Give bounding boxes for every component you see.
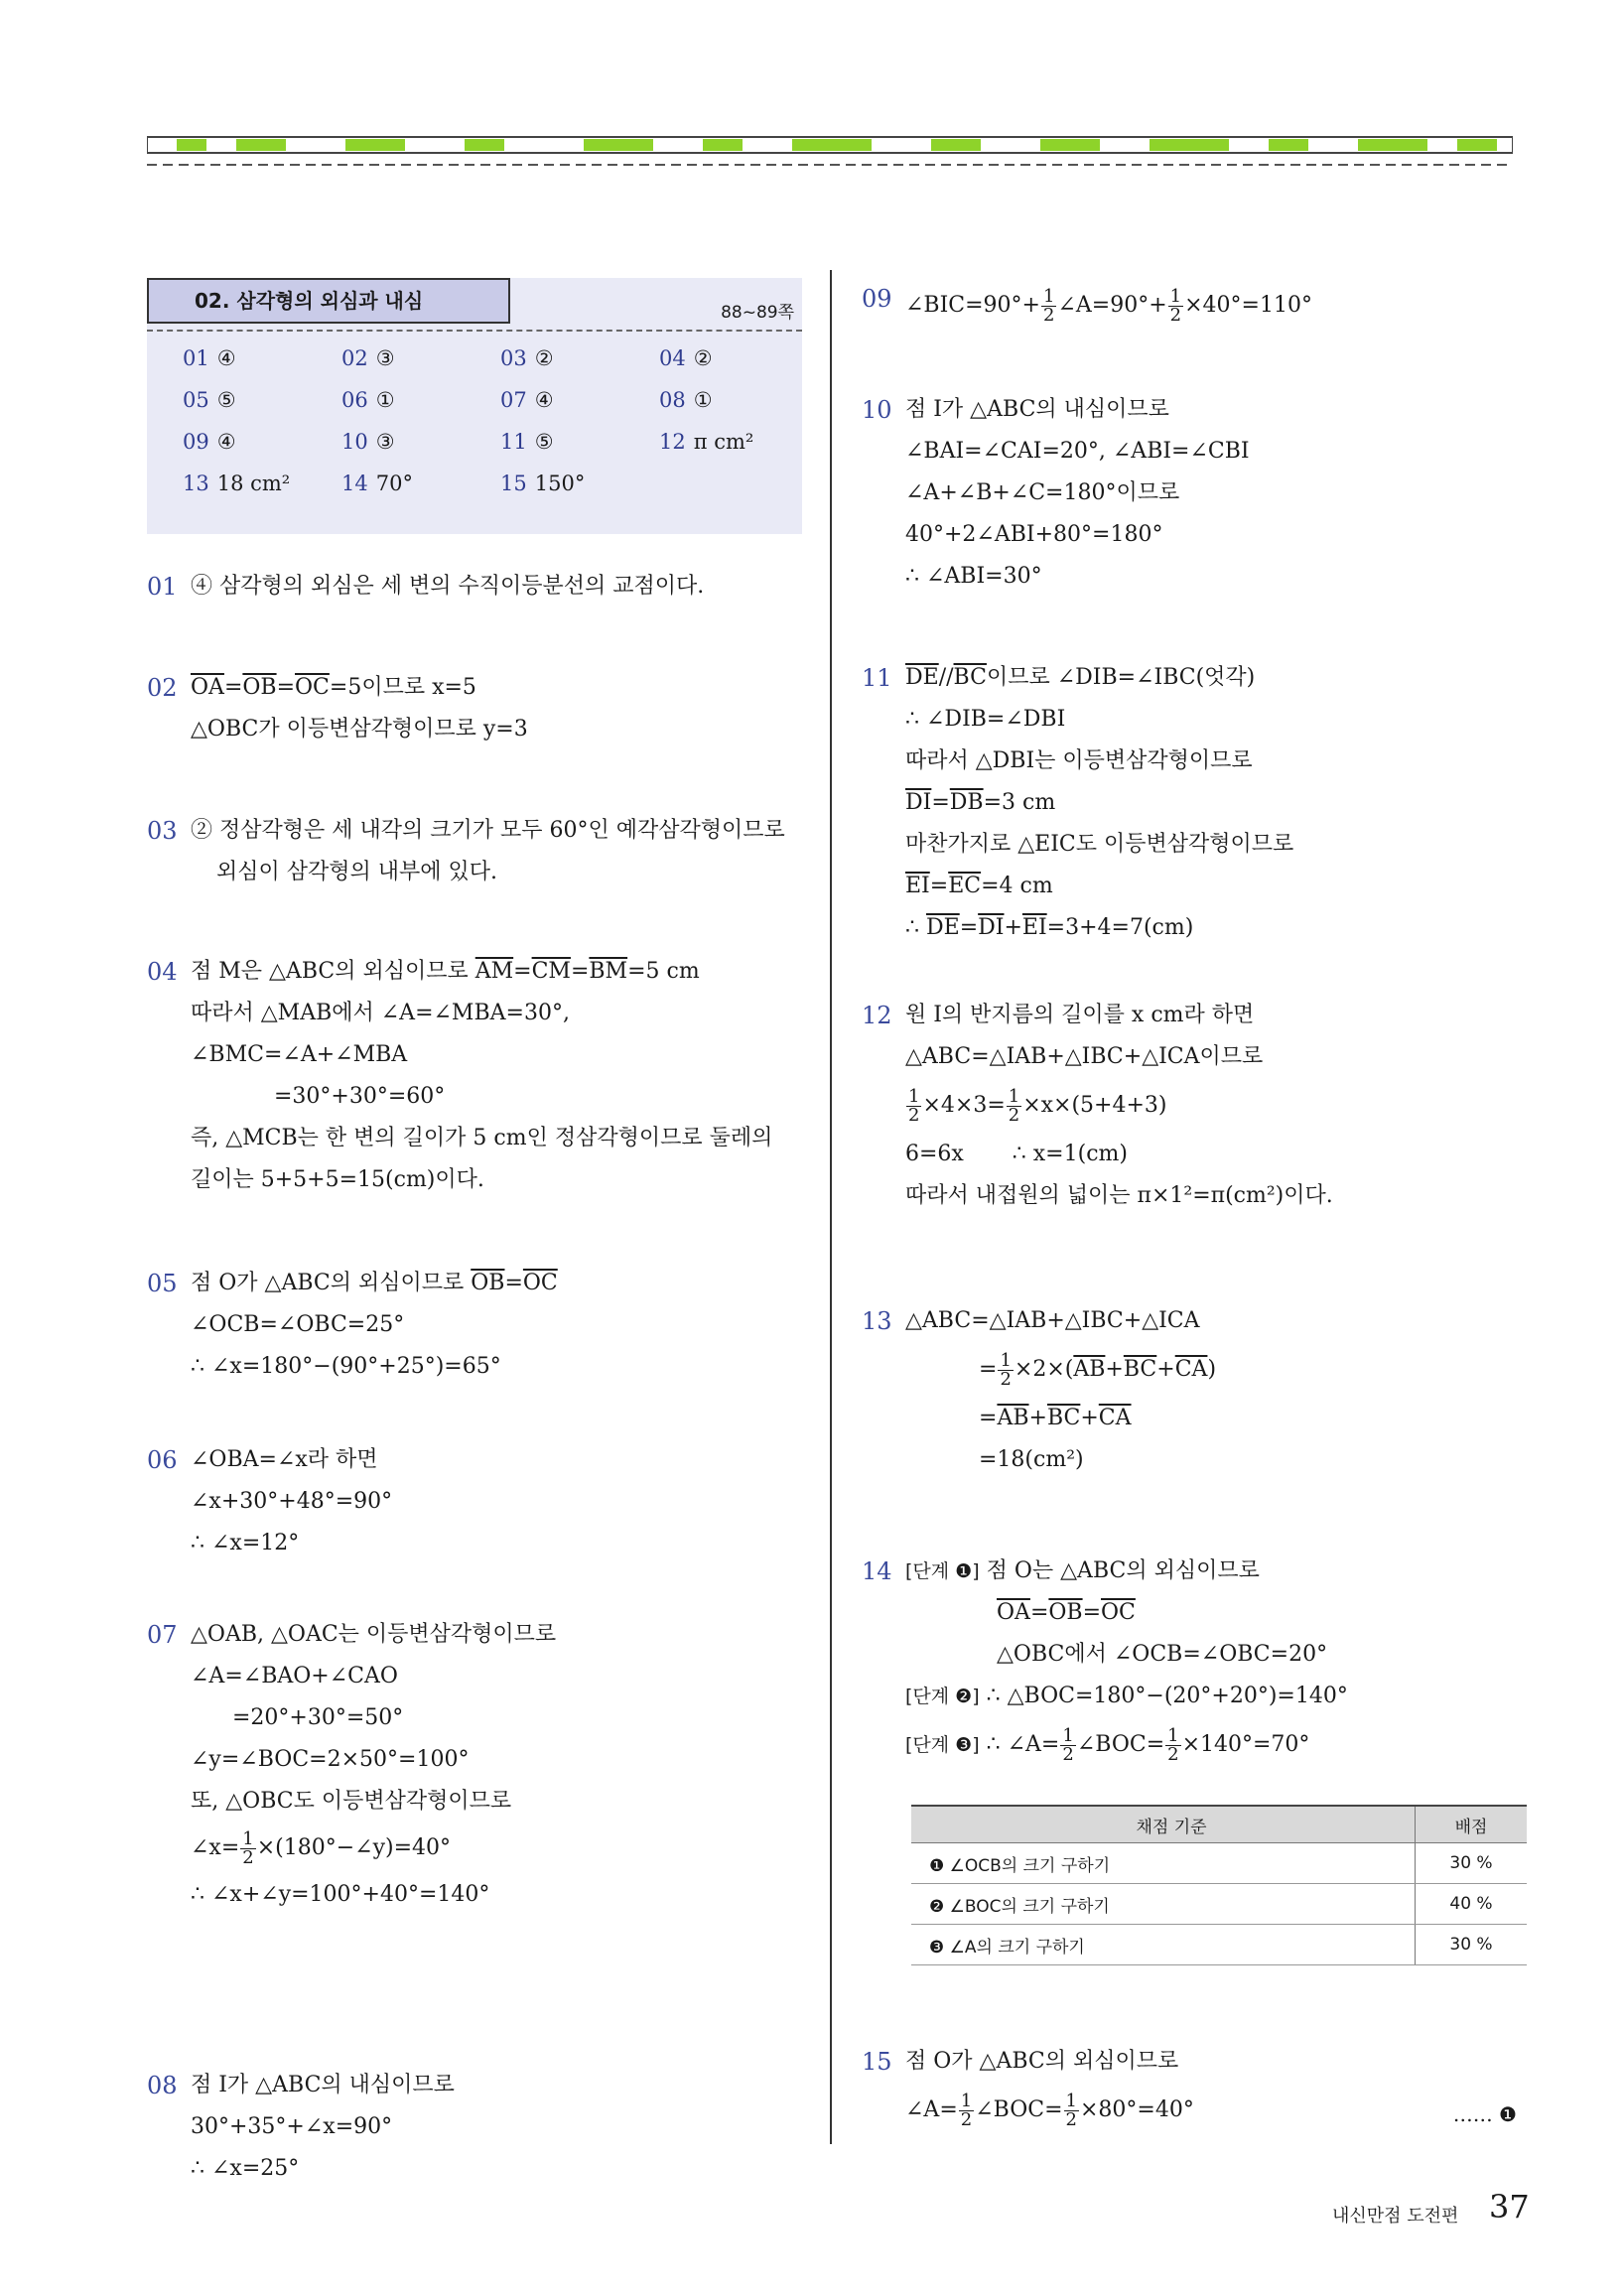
numerator: 1 [1065,2090,1077,2111]
denominator: 2 [1008,1104,1020,1126]
text: =4 cm [981,874,1053,898]
solution-line: △ABC=△IAB+△IBC+△ICA [905,1308,1200,1333]
answer-number: 05 [183,388,209,412]
equals: = [979,1357,998,1382]
problem-number: 11 [862,664,892,692]
denominator: 2 [908,1104,920,1126]
solution-line [905,1342,1517,1398]
answer-value: 18 cm² [216,472,291,495]
numerator: 1 [908,1085,920,1107]
answer-item [659,343,818,373]
answer-number: 14 [341,472,368,495]
answer-item [341,343,500,373]
points-cell: 30 % [1416,1843,1528,1884]
solution-line: ∠BAI=∠CAI=20°, ∠ABI=∠CBI [905,439,1250,464]
problem-01 [147,566,802,608]
answer-number: 07 [500,388,527,412]
plus: + [1028,1406,1047,1430]
denominator: 2 [1000,1368,1012,1390]
text: 점 M은 △ABC의 외심이므로 [191,959,475,984]
solution-line: 40°+2∠ABI+80°=180° [905,522,1163,547]
numerator: 1 [1043,285,1055,307]
answer-item [183,469,341,498]
problem-number: 04 [147,958,178,986]
left-column [147,278,802,2181]
segment: $\overline{BC}$ [1046,1406,1081,1430]
numerator: 1 [1062,1724,1074,1746]
text: ×2×( [1014,1357,1074,1382]
problem-number: 10 [862,396,892,424]
header-criteria: 채점 기준 [911,1806,1416,1843]
segment: $\overline{OA}$ [997,1600,1030,1625]
solution-line [905,1551,1517,1592]
answer-number: 02 [341,346,368,370]
numerator: 1 [1169,285,1182,307]
solution-line [191,1263,802,1304]
solution-line: 점 I가 △ABC의 내심이므로 [905,397,1169,422]
problem-number: 07 [147,1621,178,1649]
solution-line: 마찬가지로 △EIC도 이등변삼각형이므로 [905,832,1294,857]
solution-line: 따라서 △DBI는 이등변삼각형이므로 [905,748,1253,773]
equals: = [979,1406,998,1430]
problem-number: 03 [147,817,178,845]
numerator: 1 [1008,1085,1020,1107]
plus: + [1080,1406,1099,1430]
solution-line: ② 정삼각형은 세 내각의 크기가 모두 60°인 예각삼각형이므로 [191,818,785,843]
answer-value: ② [693,346,713,370]
text: ×(180°−∠y)=40° [256,1835,452,1860]
denominator: 2 [1065,2108,1077,2130]
fraction [906,1085,921,1126]
segment: $\overline{BM}$ [589,959,628,984]
problem-number: 13 [862,1307,892,1335]
text: ∠BOC= [1076,1732,1165,1757]
solution-line: 6=6x ∴ x=1(cm) [905,1142,1128,1166]
text: ×x×(5+4+3) [1022,1093,1167,1118]
denominator: 2 [1043,304,1055,326]
segment: $\overline{AM}$ [474,959,514,984]
denominator: 2 [1167,1743,1179,1765]
text: ∠BIC=90°+ [905,293,1040,318]
criteria-cell: ❶ ∠OCB의 크기 구하기 [911,1843,1416,1884]
text: =5 cm [627,959,700,984]
solution-line: ∴ ∠ABI=30° [905,564,1042,589]
denominator: 2 [1062,1743,1074,1765]
solution-line [905,1078,1517,1134]
numerator: 1 [1167,1724,1179,1746]
table-row [911,1925,1527,1965]
numerator: 1 [1000,1349,1012,1371]
segment: $\overline{DB}$ [949,790,984,815]
answer-number: 04 [659,346,686,370]
segment: $\overline{AB}$ [997,1406,1029,1430]
points-cell: 40 % [1416,1884,1528,1925]
segment: $\overline{OC}$ [1101,1600,1136,1625]
text: ×4×3= [922,1093,1006,1118]
problem-08 [147,2065,802,2190]
problem-number: 01 [147,573,178,601]
text: ∠BOC= [975,2097,1063,2122]
solution-line: 길이는 5+5+5=15(cm)이다. [191,1167,484,1192]
answer-summary-box [147,278,802,534]
denominator: 2 [1169,304,1182,326]
segment: $\overline{CM}$ [531,959,571,984]
answer-value: ① [693,388,713,412]
answer-grid [183,343,798,498]
solution-line: ∠y=∠BOC=2×50°=100° [191,1747,470,1772]
step-label: [단계 ❸] [905,1734,980,1756]
solution-line: 점 I가 △ABC의 내심이므로 [191,2073,455,2097]
fraction [1165,1724,1180,1765]
solution-line [905,657,1517,699]
answer-value: π cm² [693,430,754,454]
points-cell: 30 % [1416,1925,1528,1965]
equals: = [276,675,296,700]
solution-line [905,1592,1517,1634]
fraction [1168,285,1183,326]
problem-number: 06 [147,1446,178,1474]
table-row [911,1843,1527,1884]
segment: $\overline{OC}$ [522,1271,558,1295]
solution-line [905,1398,1517,1439]
problem-09 [862,278,1517,334]
solution-line: ∠A+∠B+∠C=180°이므로 [905,480,1180,505]
answer-item [183,385,341,415]
answer-item [659,427,818,457]
plus: + [1105,1357,1124,1382]
header-points: 배점 [1416,1806,1528,1843]
answer-number: 09 [183,430,209,454]
solution-line [191,1823,802,1874]
text: =3+4=7(cm) [1046,915,1194,940]
answer-value: ④ [216,346,236,370]
equals: = [513,959,532,984]
denominator: 2 [960,2108,973,2130]
segment: $\overline{OB}$ [1048,1600,1083,1625]
answer-item [500,343,659,373]
segment: $\overline{EC}$ [948,874,982,898]
section-title: 02. 삼각형의 외심과 내심 [147,278,510,324]
solution-line [905,1676,1517,1717]
solution-line: =20°+30°=50° [232,1705,404,1730]
fraction [1041,285,1056,326]
section-divider [147,330,802,332]
step-label: [단계 ❶] [905,1560,980,1582]
equals: = [929,874,949,898]
step-label: [단계 ❷] [905,1686,980,1707]
problem-number: 09 [862,285,892,313]
header-banner [147,131,1513,171]
text: ∠x= [191,1835,240,1860]
problem-number: 14 [862,1557,892,1585]
segment: $\overline{AB}$ [1073,1357,1106,1382]
text: ∠A=90°+ [1057,293,1167,318]
answer-value: ① [375,388,395,412]
answer-value: ④ [534,388,554,412]
equals: = [959,915,979,940]
text: ∠A= [905,2097,958,2122]
equals: = [504,1271,523,1295]
solution-line: ∠x+30°+48°=90° [191,1489,393,1514]
fraction [998,1349,1013,1390]
segment: $\overline{DE}$ [926,915,960,940]
numerator: 1 [242,1827,254,1849]
answer-item [500,469,659,498]
segment: $\overline{DI}$ [905,790,932,815]
problem-number: 05 [147,1270,178,1297]
solution-line: 따라서 △MAB에서 ∠A=∠MBA=30°, [191,1001,570,1025]
answer-number: 06 [341,388,368,412]
criteria-cell: ❷ ∠BOC의 크기 구하기 [911,1884,1416,1925]
grading-table [911,1805,1527,1965]
text: =3 cm [983,790,1056,815]
problem-06 [147,1439,802,1564]
text: ∴ [905,915,926,940]
answer-item [659,385,818,415]
segment: $\overline{CA}$ [1174,1357,1208,1382]
answer-number: 10 [341,430,368,454]
answer-item [341,469,500,498]
text: ∴ ∠A= [986,1732,1060,1757]
answer-number: 11 [500,430,527,454]
solution-line: 따라서 내접원의 넓이는 π×1²=π(cm²)이다. [905,1183,1333,1208]
problem-13 [862,1300,1517,1481]
problem-number: 15 [862,2048,892,2076]
text: =5이므로 x=5 [329,675,476,700]
fraction [1064,2090,1079,2130]
answer-value: ⑤ [216,388,236,412]
column-divider [830,270,832,2144]
fraction [1060,1724,1075,1765]
criteria-cell: ❸ ∠A의 크기 구하기 [911,1925,1416,1965]
problem-number: 08 [147,2072,178,2099]
equals: = [1082,1600,1102,1625]
solution-line: △OBC에서 ∠OCB=∠OBC=20° [997,1642,1328,1667]
segment: $\overline{DI}$ [978,915,1005,940]
equals: = [570,959,590,984]
segment: $\overline{OB}$ [242,675,277,700]
segment: $\overline{EI}$ [905,874,930,898]
segment: $\overline{OB}$ [471,1271,505,1295]
text: 점 O가 △ABC의 외심이므로 [191,1271,472,1295]
fraction [240,1827,255,1868]
denominator: 2 [242,1846,254,1868]
problem-15 [862,2041,1517,2138]
solution-line: ∠BMC=∠A+∠MBA [191,1042,408,1067]
segment: $\overline{BC}$ [953,665,987,690]
text: ∴ △BOC=180°−(20°+20°)=140° [986,1684,1348,1708]
text: ×40°=110° [1184,293,1312,318]
plus: + [1004,915,1022,940]
solution-line: =30°+30°=60° [274,1084,446,1109]
solution-line: ∠OBA=∠x라 하면 [191,1447,378,1472]
answer-value: ⑤ [534,430,554,454]
answer-number: 08 [659,388,686,412]
segment: $\overline{EI}$ [1021,915,1047,940]
solution-line: 즉, △MCB는 한 변의 길이가 5 cm인 정삼각형이므로 둘레의 [191,1126,773,1150]
footer-title: 내신만점 도전편 [1332,2206,1459,2227]
solution-line [905,1717,1517,1773]
answer-item [341,427,500,457]
answer-value: 70° [375,472,413,495]
page-number: 37 [1489,2188,1530,2226]
solution-line: ∠OCB=∠OBC=25° [191,1312,405,1337]
segment: $\overline{OA}$ [191,675,224,700]
problem-04 [147,951,802,1201]
solution-line: 30°+35°+∠x=90° [191,2114,393,2139]
solution-line: ④ 삼각형의 외심은 세 변의 수직이등분선의 교점이다. [191,574,705,599]
fraction [1007,1085,1021,1126]
answer-item [500,427,659,457]
problem-14 [862,1551,1517,1773]
solution-line [905,278,1517,334]
solution-line: 또, △OBC도 이등변삼각형이므로 [191,1789,512,1814]
table-header-row [911,1806,1527,1843]
problem-03 [147,810,802,893]
solution-line: ∴ ∠x+∠y=100°+40°=140° [191,1882,490,1907]
answer-item [500,385,659,415]
solution-line [905,2083,1517,2138]
table-row [911,1884,1527,1925]
equals: = [931,790,950,815]
problem-05 [147,1263,802,1388]
answer-number: 01 [183,346,209,370]
equals: = [1029,1600,1049,1625]
answer-number: 13 [183,472,209,495]
solution-line: ∠A=∠BAO+∠CAO [191,1664,398,1688]
answer-number: 15 [500,472,527,495]
segment: $\overline{DE}$ [905,665,939,690]
answer-value: ④ [216,430,236,454]
solution-line: 점 O가 △ABC의 외심이므로 [905,2049,1179,2074]
solution-line: =18(cm²) [979,1447,1084,1472]
solution-line [905,866,1517,907]
solution-line [905,907,1517,949]
step-marker: …… ❶ [1452,2102,1517,2126]
plus: + [1156,1357,1175,1382]
numerator: 1 [960,2090,973,2111]
problem-10 [862,389,1517,598]
parallel: // [938,665,954,690]
answer-number: 03 [500,346,527,370]
answer-value: 150° [534,472,586,495]
problem-02 [147,667,802,750]
answer-value: ③ [375,430,395,454]
solution-line: 원 I의 반지름의 길이를 x cm라 하면 [905,1003,1255,1027]
segment: $\overline{CA}$ [1098,1406,1132,1430]
answer-value: ③ [375,346,395,370]
section-pages: 88~89쪽 [721,303,794,323]
text: ×80°=40° [1079,2097,1194,2122]
solution-line: ∴ ∠DIB=∠DBI [905,707,1066,732]
text: ×140°=70° [1181,1732,1310,1757]
problem-11 [862,657,1517,949]
text: 점 O는 △ABC의 외심이므로 [986,1558,1260,1583]
solution-line [191,951,802,993]
fraction [959,2090,974,2130]
solution-line: △OAB, △OAC는 이등변삼각형이므로 [191,1622,557,1647]
solution-line: ∴ ∠x=12° [191,1531,300,1555]
solution-line: ∴ ∠x=180°−(90°+25°)=65° [191,1354,501,1379]
answer-value: ② [534,346,554,370]
solution-line [905,782,1517,824]
equals: = [223,675,243,700]
segment: $\overline{BC}$ [1123,1357,1157,1382]
segment: $\overline{OC}$ [295,675,330,700]
solution-line: 외심이 삼각형의 내부에 있다. [216,860,497,884]
solution-line: △OBC가 이등변삼각형이므로 y=3 [191,717,528,742]
solution-line [191,667,802,709]
problem-07 [147,1614,802,1916]
answer-item [183,427,341,457]
solution-line: ∴ ∠x=25° [191,2156,300,2181]
answer-number: 12 [659,430,686,454]
problem-12 [862,995,1517,1217]
solution-line: △ABC=△IAB+△IBC+△ICA이므로 [905,1044,1264,1069]
answer-item [183,343,341,373]
answer-item [341,385,500,415]
problem-number: 12 [862,1002,892,1029]
problem-number: 02 [147,674,178,702]
text: 이므로 ∠DIB=∠IBC(엇각) [986,665,1256,690]
text: ) [1207,1357,1217,1382]
